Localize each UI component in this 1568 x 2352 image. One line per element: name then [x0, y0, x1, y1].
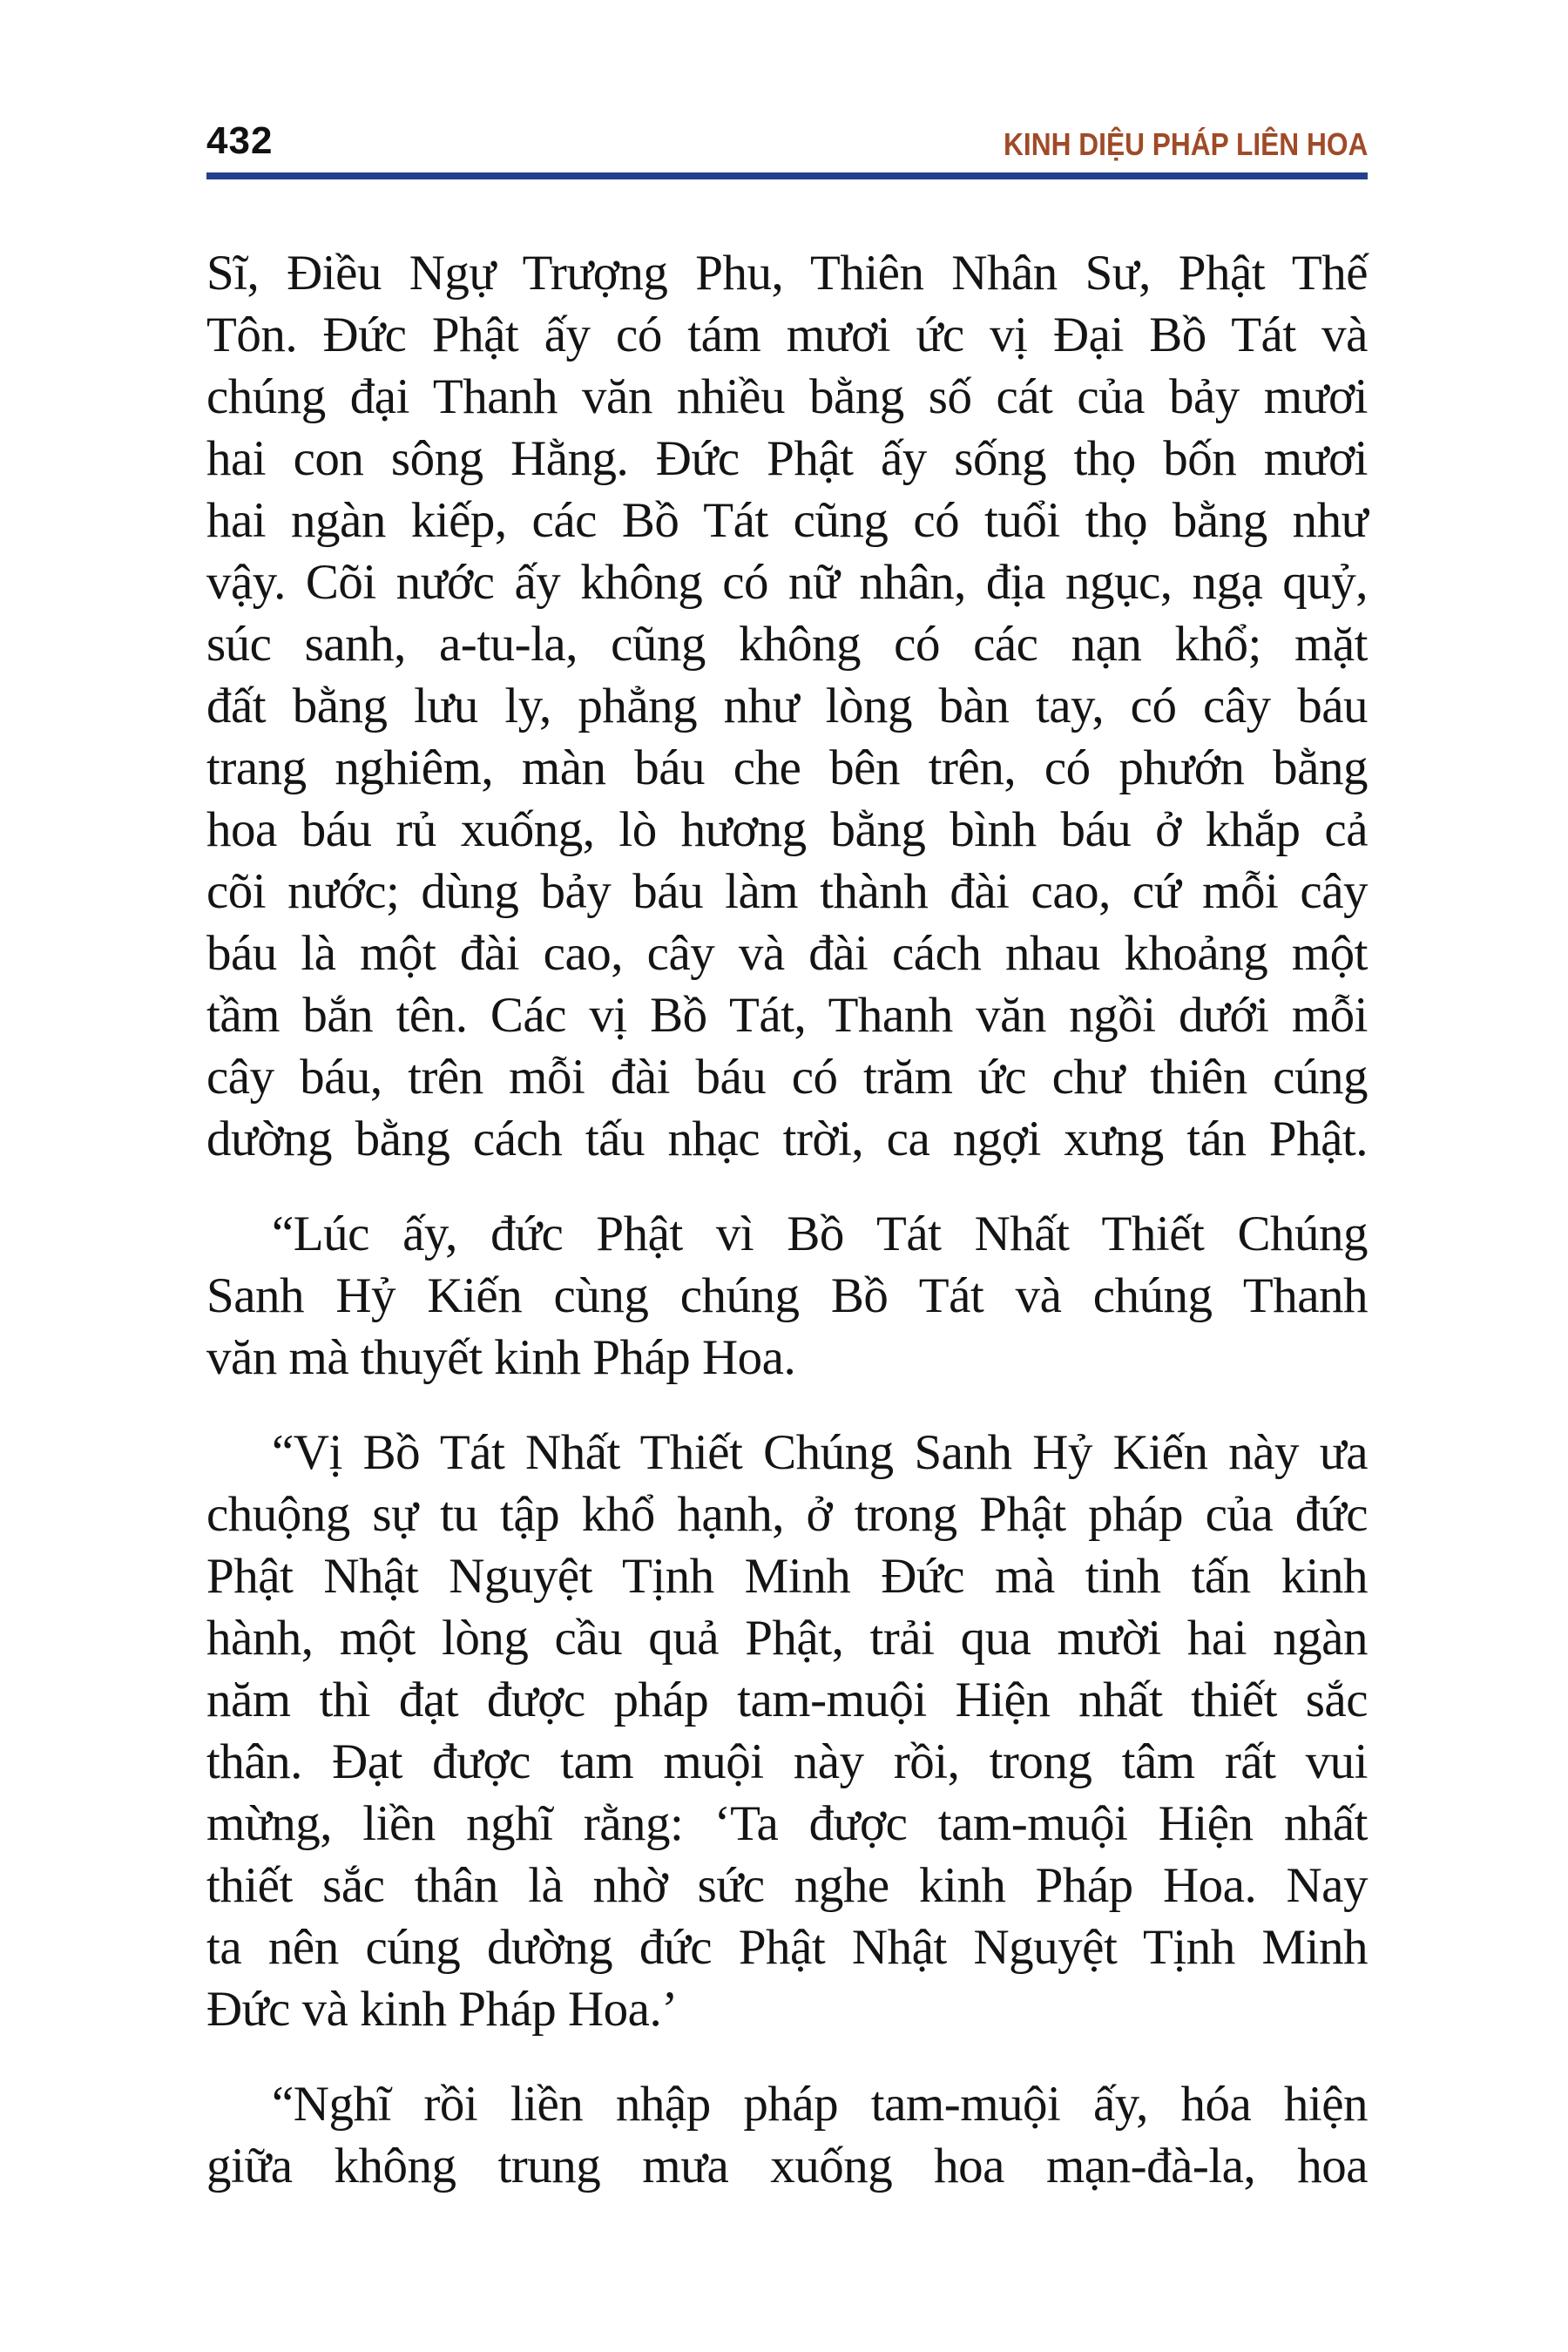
text-line: đất bằng lưu ly, phẳng như lòng bàn tay, có cây báu	[206, 679, 1368, 733]
running-title: KINH DIỆU PHÁP LIÊN HOA	[1003, 126, 1368, 162]
paragraph	[206, 1203, 1368, 1389]
text-line: mừng, liền nghĩ rằng: ‘Ta được tam-muội Hiện nhất	[206, 1796, 1368, 1851]
text-line: thân. Đạt được tam muội này rồi, trong tâm rất vui	[206, 1734, 1368, 1789]
text-line: giữa không trung mưa xuống hoa mạn-đà-la, hoa	[206, 2139, 1368, 2193]
text-line: “Vị Bồ Tát Nhất Thiết Chúng Sanh Hỷ Kiến này ưa	[272, 1425, 1368, 1480]
text-line: vậy. Cõi nước ấy không có nữ nhân, địa ngục, ngạ quỷ,	[206, 555, 1368, 610]
paragraph	[206, 1422, 1368, 2040]
text-line: trang nghiêm, màn báu che bên trên, có phướn bằng	[206, 740, 1368, 795]
text-line: thiết sắc thân là nhờ sức nghe kinh Pháp Hoa. Nay	[206, 1858, 1368, 1913]
text-line: Sĩ, Điều Ngự Trượng Phu, Thiên Nhân Sư, Phật Thế	[206, 246, 1368, 301]
header-rule	[206, 172, 1368, 179]
page-header	[206, 119, 1368, 162]
text-line: chúng đại Thanh văn nhiều bằng số cát của bảy mươi	[206, 369, 1368, 424]
text-line: báu là một đài cao, cây và đài cách nhau khoảng một	[206, 926, 1368, 981]
text-line: hành, một lòng cầu quả Phật, trải qua mười hai ngàn	[206, 1611, 1368, 1666]
text-line: cõi nước; dùng bảy báu làm thành đài cao, cứ mỗi cây	[206, 864, 1368, 919]
text-line: “Lúc ấy, đức Phật vì Bồ Tát Nhất Thiết Chúng	[272, 1206, 1368, 1261]
text-line: năm thì đạt được pháp tam-muội Hiện nhất thiết sắc	[206, 1673, 1368, 1727]
text-line: hoa báu rủ xuống, lò hương bằng bình báu ở khắp cả	[206, 802, 1368, 857]
body-text	[206, 242, 1368, 2197]
text-line: dường bằng cách tấu nhạc trời, ca ngợi xưng tán Phật.	[206, 1112, 1368, 1166]
paragraph	[206, 2073, 1368, 2197]
text-line: Tôn. Đức Phật ấy có tám mươi ức vị Đại Bồ Tát và	[206, 308, 1368, 362]
text-line: văn mà thuyết kinh Pháp Hoa.	[206, 1330, 796, 1385]
text-line: cây báu, trên mỗi đài báu có trăm ức chư thiên cúng	[206, 1050, 1368, 1105]
paragraph	[206, 242, 1368, 1170]
text-line: Phật Nhật Nguyệt Tịnh Minh Đức mà tinh tấn kinh	[206, 1549, 1368, 1604]
page-number: 432	[206, 119, 274, 162]
text-line: Sanh Hỷ Kiến cùng chúng Bồ Tát và chúng Thanh	[206, 1268, 1368, 1323]
text-line: Đức và kinh Pháp Hoa.’	[206, 1982, 678, 2037]
text-line: hai con sông Hằng. Đức Phật ấy sống thọ bốn mươi	[206, 431, 1368, 486]
text-line: súc sanh, a-tu-la, cũng không có các nạn khổ; mặt	[206, 617, 1368, 672]
text-line: chuộng sự tu tập khổ hạnh, ở trong Phật pháp của đức	[206, 1487, 1368, 1542]
text-line: hai ngàn kiếp, các Bồ Tát cũng có tuổi thọ bằng như	[206, 493, 1368, 548]
text-line: ta nên cúng dường đức Phật Nhật Nguyệt Tịnh Minh	[206, 1920, 1368, 1975]
text-line: tầm bắn tên. Các vị Bồ Tát, Thanh văn ngồi dưới mỗi	[206, 988, 1368, 1043]
text-line: “Nghĩ rồi liền nhập pháp tam-muội ấy, hóa hiện	[272, 2077, 1368, 2132]
